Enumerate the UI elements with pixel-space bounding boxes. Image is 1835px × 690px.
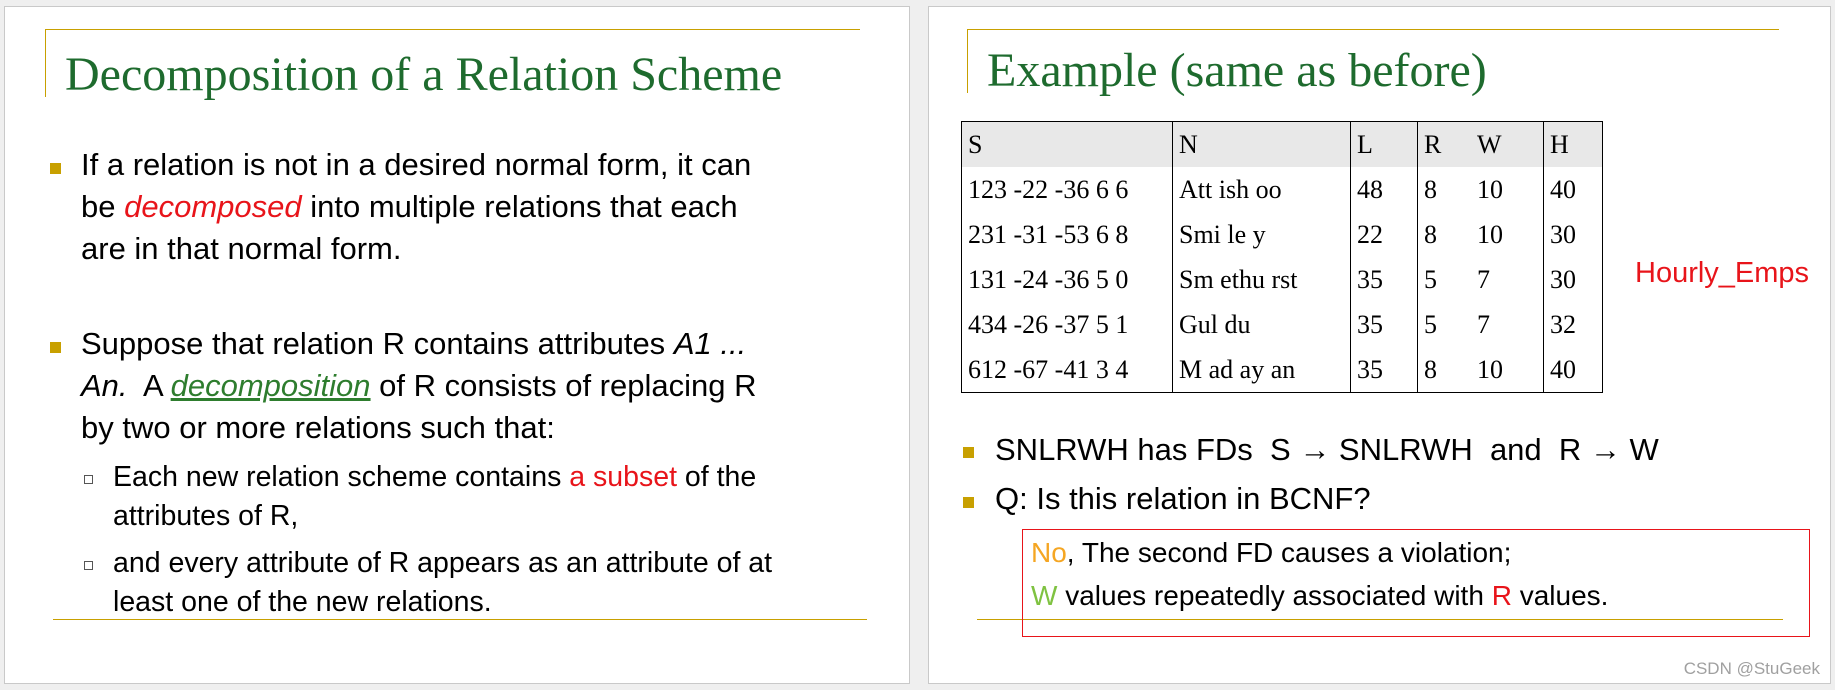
sub-bullet-text-line: attributes of R, [113, 500, 299, 532]
sub-bullet-marker [84, 561, 93, 570]
cell-s: 131 -24 -36 5 0 [968, 264, 1129, 294]
sub-bullet-marker [84, 475, 93, 484]
bullet-marker [963, 497, 974, 508]
answer-no: No [1031, 537, 1067, 568]
decomposition-link[interactable]: decomposition [170, 368, 371, 403]
cell-n: Smi le y [1173, 212, 1351, 257]
bullet-text-line: Suppose that relation R contains attributes A1 ... [81, 326, 747, 361]
cell-r: 8 [1418, 167, 1472, 212]
slide-frame-left [45, 29, 46, 97]
table-header-row [962, 122, 1603, 168]
relation-name-label: Hourly_Emps [1635, 257, 1810, 289]
table-row [962, 212, 1603, 257]
sub-bullet-text-line: Each new relation scheme contains a subset of the [113, 461, 757, 493]
cell-r: 8 [1418, 347, 1472, 393]
cell-s: 123 -22 -36 6 6 [968, 174, 1129, 204]
slide-frame-left [967, 29, 968, 93]
cell-l: 35 [1351, 257, 1418, 302]
cell-r: 8 [1418, 212, 1472, 257]
cell-w: 10 [1477, 219, 1503, 249]
slide-title: Example (same as before) [987, 44, 1487, 97]
bullet-text-line: An. A decomposition of R consists of replacing R [81, 368, 757, 403]
cell-l: 35 [1351, 347, 1418, 393]
table-row [962, 257, 1603, 302]
answer-r: R [1491, 580, 1512, 611]
cell-r: 5 [1418, 257, 1472, 302]
cell-l: 22 [1351, 212, 1418, 257]
cell-s: 231 -31 -53 6 8 [968, 219, 1129, 249]
cell-w: 7 [1477, 264, 1490, 294]
cell-h: 40 [1544, 347, 1603, 393]
cell-h: 30 [1544, 212, 1603, 257]
answer-line: No, The second FD causes a violation; [1031, 537, 1512, 568]
column-header-r: R [1418, 122, 1472, 168]
slide-example [928, 6, 1831, 684]
cell-h: 30 [1544, 257, 1603, 302]
bullet-text-line: by two or more relations such that: [81, 410, 555, 445]
answer-line: W values repeatedly associated with R values. [1031, 580, 1609, 611]
bullet-text-line: be decomposed into multiple relations that each [81, 189, 738, 224]
cell-n: Att ish oo [1173, 167, 1351, 212]
cell-l: 35 [1351, 302, 1418, 347]
bullet-text-line: If a relation is not in a desired normal form, it can [81, 147, 752, 182]
cell-w: 7 [1477, 309, 1490, 339]
slide-title: Decomposition of a Relation Scheme [65, 48, 783, 101]
bullet-text-line: are in that normal form. [81, 231, 402, 266]
slide-frame-top [45, 29, 860, 30]
cell-s: 434 -26 -37 5 1 [968, 309, 1129, 339]
table-row [962, 347, 1603, 393]
fd-bullet-text: SNLRWH has FDs S → SNLRWH and R → W [995, 432, 1659, 467]
bullet-marker [963, 447, 974, 458]
cell-w: 10 [1477, 354, 1503, 384]
cell-s: 612 -67 -41 3 4 [968, 354, 1129, 384]
answer-box [1022, 529, 1810, 637]
sub-bullet-text-line: and every attribute of R appears as an attribute of at [113, 547, 773, 579]
watermark: CSDN @StuGeek [1683, 659, 1820, 678]
emphasis-decomposed: decomposed [124, 189, 302, 224]
cell-h: 32 [1544, 302, 1603, 347]
cell-n: Gul du [1173, 302, 1351, 347]
column-header-n: N [1173, 122, 1351, 168]
column-header-w: W [1471, 122, 1544, 168]
cell-n: M ad ay an [1173, 347, 1351, 393]
hourly-emps-table [961, 121, 1603, 393]
slide-bottom-rule [53, 619, 867, 620]
sub-bullet-text-line: least one of the new relations. [113, 586, 492, 618]
bullet-marker [50, 342, 61, 353]
answer-w: W [1031, 580, 1058, 611]
bullet-marker [50, 163, 61, 174]
table-row [962, 302, 1603, 347]
cell-w: 10 [1477, 174, 1503, 204]
cell-r: 5 [1418, 302, 1472, 347]
slide-frame-top [967, 29, 1779, 30]
slide-decomposition [4, 6, 910, 684]
column-header-s: S [962, 122, 1173, 168]
table-row [962, 167, 1603, 212]
emphasis-subset: a subset [569, 461, 678, 493]
column-header-l: L [1351, 122, 1418, 168]
cell-n: Sm ethu rst [1173, 257, 1351, 302]
cell-l: 48 [1351, 167, 1418, 212]
column-header-h: H [1544, 122, 1603, 168]
cell-h: 40 [1544, 167, 1603, 212]
bcnf-question-text: Q: Is this relation in BCNF? [995, 481, 1371, 516]
